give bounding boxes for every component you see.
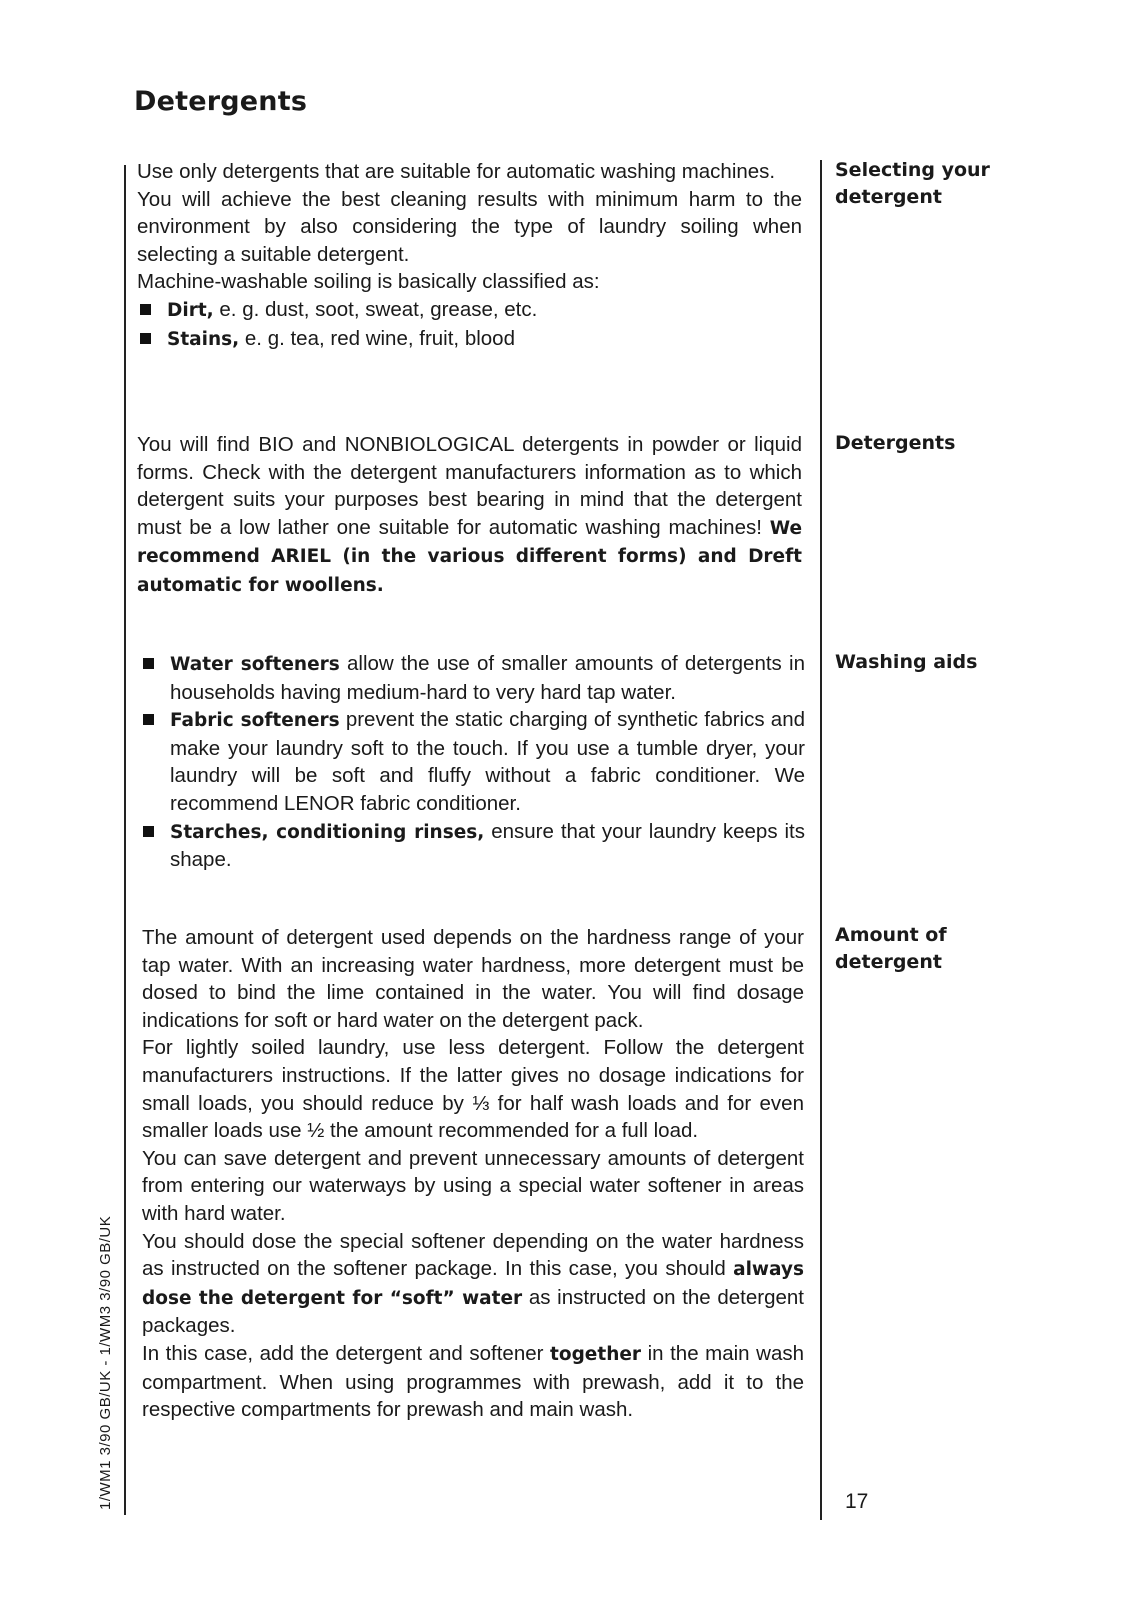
bullet-icon	[140, 333, 151, 344]
bullet-icon	[140, 304, 151, 315]
right-vertical-rule	[820, 160, 822, 1520]
selecting-paragraph-2: You will achieve the best cleaning results with minimum harm to the environment by also considering the type of laundry soiling when selecting a suitable detergent.	[137, 187, 802, 266]
amount-paragraph-1: The amount of detergent used depends on the hardness range of your tap water. With an increasing water hardness, more detergent must be dosed to bind the lime contained in the water. You will find dosage indications for soft or hard water on the detergent pack.	[142, 926, 804, 1032]
amount-paragraph-4: You should dose the special softener depending on the water hardness as instructed on the softener package. In this case, you should always dose the detergent for “soft” water as instructed on the detergent packages.	[142, 1229, 804, 1338]
selecting-heading: Selecting your detergent	[835, 159, 990, 208]
washing-aids-heading: Washing aids	[835, 651, 978, 673]
washing-aids-list	[140, 650, 805, 874]
amount-paragraph-2: For lightly soiled laundry, use less detergent. Follow the detergent manufacturers instructions. If the latter gives no dosage indications for small loads, you should reduce by ⅓ for half wash loads and for even smaller loads use ½ the amount recommended for a full load.	[142, 1036, 804, 1143]
bullet-icon	[143, 714, 154, 725]
selecting-paragraph-1: Use only detergents that are suitable for automatic washing machines.	[137, 160, 776, 183]
selecting-section	[137, 158, 802, 353]
amount-section	[142, 924, 804, 1424]
bullet-icon	[143, 658, 154, 669]
list-item: Fabric softeners prevent the static charging of synthetic fabrics and make your laundry soft to the touch. If you use a tumble dryer, your laundry will be soft and fluffy without a fabric conditioner. We recommend LENOR fabric conditioner.	[140, 706, 805, 817]
selecting-paragraph-3: Machine-washable soiling is basically classified as:	[137, 270, 600, 294]
document-code: 1/WM1 3/90 GB/UK - 1/WM3 3/90 GB/UK	[97, 1215, 114, 1510]
list-item: Water softeners allow the use of smaller amounts of detergents in households having medium-hard to very hard tap water.	[140, 650, 805, 706]
list-item: Stains, e. g. tea, red wine, fruit, blood	[137, 325, 802, 354]
washing-aids-section	[140, 650, 805, 874]
amount-heading: Amount of detergent	[835, 924, 947, 973]
amount-paragraph-3: You can save detergent and prevent unnecessary amounts of detergent from entering our waterways by using a special water softener in areas with hard water.	[142, 1146, 804, 1225]
amount-paragraph-5: In this case, add the detergent and softener together in the main wash compartment. When using programmes with prewash, add it to the respective compartments for prewash and main wash.	[142, 1341, 804, 1422]
bullet-icon	[143, 826, 154, 837]
soiling-list	[137, 296, 802, 353]
detergents-section	[137, 431, 802, 600]
list-item: Dirt, e. g. dust, soot, sweat, grease, etc.	[137, 296, 802, 325]
detergents-paragraph: You will find BIO and NONBIOLOGICAL detergents in powder or liquid forms. Check with the detergent manufacturers information as to which detergent suits your purposes best bearing in mind that the detergent must be a low lather one suitable for automatic washing machines! We recommend ARIEL (in the various different forms) and Dreft automatic for woollens.	[137, 433, 802, 596]
left-vertical-rule	[124, 165, 126, 1515]
page-number: 17	[845, 1490, 869, 1513]
page-title: Detergents	[134, 86, 308, 117]
detergents-heading: Detergents	[835, 432, 956, 454]
list-item: Starches, conditioning rinses, ensure that your laundry keeps its shape.	[140, 818, 805, 874]
